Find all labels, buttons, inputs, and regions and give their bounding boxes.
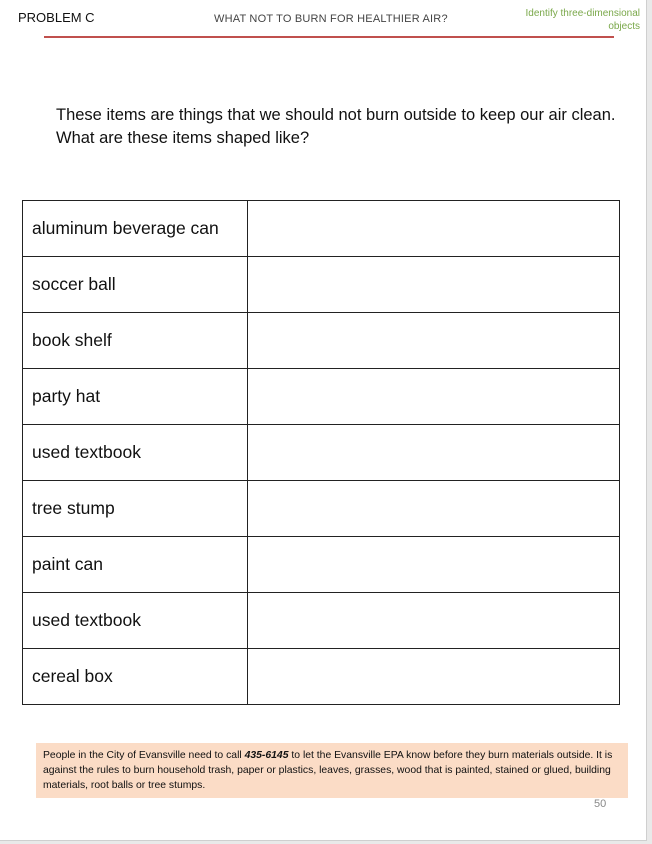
shape-answer-cell[interactable] [248,201,620,257]
shape-answer-cell[interactable] [248,425,620,481]
table-row [23,201,620,257]
table-row [23,369,620,425]
item-name-cell: book shelf [23,313,248,369]
table-row [23,537,620,593]
item-name-cell: party hat [23,369,248,425]
burn-notice [36,743,628,798]
item-name-cell: used textbook [23,593,248,649]
notice-text-before: People in the City of Evansville need to call [43,750,245,761]
table-row [23,593,620,649]
table-row [23,649,620,705]
item-name-cell: cereal box [23,649,248,705]
learning-objective-line-1: Identify three-dimensional [525,8,640,19]
item-name-cell: used textbook [23,425,248,481]
shape-answer-cell[interactable] [248,481,620,537]
items-table [22,200,620,705]
shape-answer-cell[interactable] [248,593,620,649]
table-row [23,257,620,313]
shape-answer-cell[interactable] [248,257,620,313]
question-text: These items are things that we should not burn outside to keep our air clean. What are these items shaped like? [56,106,616,147]
item-name-cell: paint can [23,537,248,593]
item-name-cell: aluminum beverage can [23,201,248,257]
notice-phone: 435-6145 [244,750,289,761]
shape-answer-cell[interactable] [248,369,620,425]
shape-answer-cell[interactable] [248,649,620,705]
table-row [23,481,620,537]
header-rule [44,36,614,38]
problem-label: PROBLEM C [18,10,95,25]
learning-objective [490,7,640,33]
table-row [23,425,620,481]
shape-answer-cell[interactable] [248,313,620,369]
notice-text-after: to let the Evansville EPA know before they burn materials outside. It is against the rules to burn household trash, paper or plastics, leaves, grasses, wood that is painted, stained or glued, building materials, root balls or tree stumps. [43,750,613,791]
shape-answer-cell[interactable] [248,537,620,593]
item-name-cell: soccer ball [23,257,248,313]
worksheet-title: WHAT NOT TO BURN FOR HEALTHIER AIR? [214,13,448,25]
learning-objective-line-2: objects [608,21,640,32]
page-number: 50 [594,798,607,810]
table-row [23,313,620,369]
item-name-cell: tree stump [23,481,248,537]
